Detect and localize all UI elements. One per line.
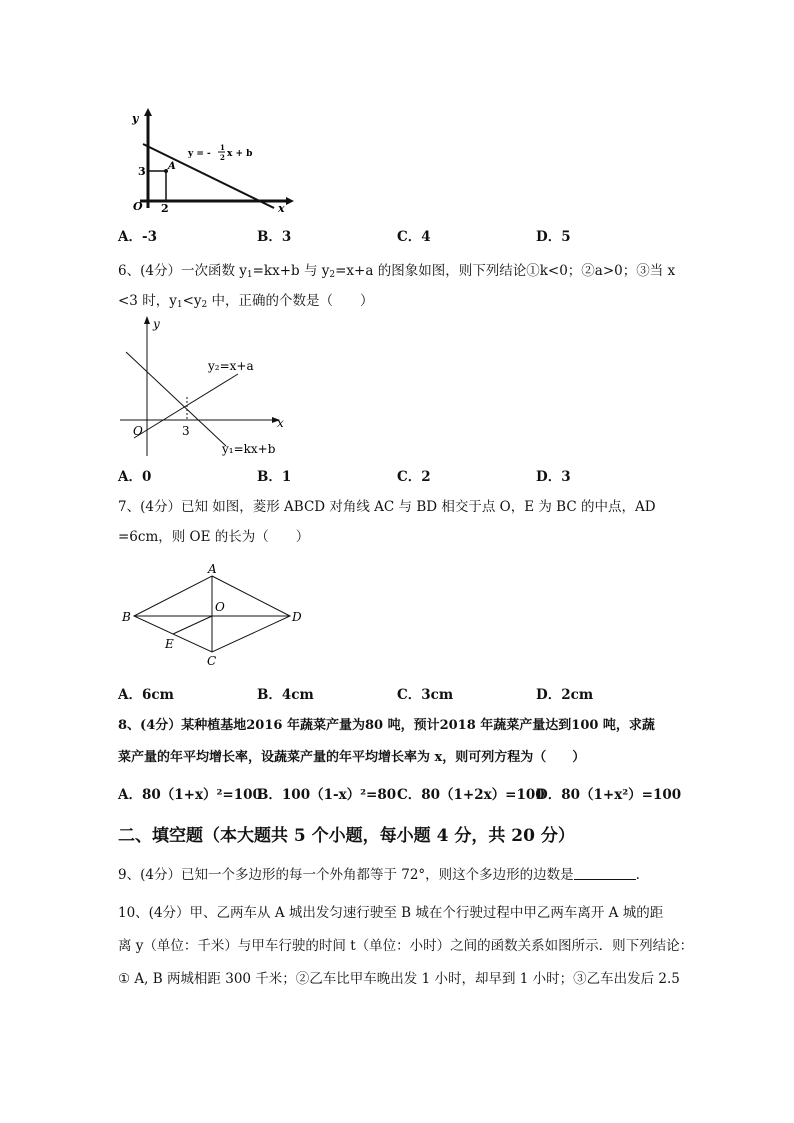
- figure-1-line-graph: [126, 108, 296, 214]
- section-2-heading: 二、填空题（本大题共 5 个小题，每小题 4 分，共 20 分）: [118, 826, 575, 846]
- x-arrow-icon: [286, 197, 294, 205]
- q6-text-line1: 6、(4分）一次函数 $y_1=kx+b$ 与 $y_2=x+a$ 的图象如图，则下列结论①k<0；②a>0；③当 x: [118, 263, 676, 280]
- q5-option-b[interactable]: B．3: [257, 229, 292, 245]
- tick-x-label: 2: [161, 202, 169, 214]
- origin-label: O: [133, 200, 143, 213]
- q8-text-line2: 菜产量的年平均增长率，设蔬菜产量的年平均增长率为 x，则可列方程为（ ）: [118, 750, 586, 765]
- q5-option-d[interactable]: D．5: [536, 229, 571, 245]
- q7-option-a[interactable]: A．6cm: [118, 687, 174, 703]
- fraction-numerator: 1: [220, 143, 225, 152]
- q6-option-c[interactable]: C．2: [397, 469, 431, 485]
- line-y1-label: y₁=kx+b: [222, 442, 276, 456]
- x-axis-label: x: [278, 202, 285, 214]
- q7-option-c[interactable]: C．3cm: [397, 687, 454, 703]
- q5-option-a[interactable]: A．-3: [118, 229, 157, 245]
- q5-option-c[interactable]: C．4: [397, 229, 431, 245]
- origin-label: O: [133, 424, 143, 438]
- q7-option-d[interactable]: D．2cm: [536, 687, 594, 703]
- x-axis-label: x: [277, 416, 284, 430]
- center-o-label: O: [215, 600, 225, 614]
- line-y2-label: y₂=x+a: [208, 359, 254, 373]
- q7-text-line2: =6cm，则 OE 的长为（ ）: [118, 529, 310, 545]
- equation-label: y = -: [188, 149, 211, 159]
- q7-text-line1: 7、(4分）已知 如图，菱形 ABCD 对角线 AC 与 BD 相交于点 O，E 为 BC 的中点，AD: [118, 499, 656, 515]
- y-axis-label: y: [153, 317, 160, 331]
- q6-text-line2: <3 时，$y_1<y_2$ 中，正确的个数是（ ）: [118, 293, 374, 310]
- q10-text-line2: 离 y（单位：千米）与甲车行驶的时间 t（单位：小时）之间的函数关系如图所示．则下列结论：: [118, 938, 694, 954]
- segment-oe: [173, 616, 212, 634]
- q8-text-line1: 8、(4分）某种植基地2016 年蔬菜产量为80 吨，预计2018 年蔬菜产量达到100 吨，求蔬: [118, 718, 655, 733]
- q9-text: 9、(4分）已知一个多边形的每一个外角都等于 72°，则这个多边形的边数是 .: [118, 867, 640, 883]
- equation-rest-label: x + b: [227, 149, 253, 159]
- vertex-a-label: A: [208, 562, 217, 576]
- q6-option-b[interactable]: B．1: [257, 469, 292, 485]
- q10-text-line3: ① A, B 两城相距 300 千米；②乙车比甲车晚出发 1 小时，却早到 1 小时；③乙车出发后 2.5: [118, 971, 680, 987]
- vertex-c-label: C: [207, 654, 217, 668]
- q6-option-a[interactable]: A．0: [118, 469, 152, 485]
- q9-answer-blank[interactable]: [574, 867, 636, 880]
- y-arrow-icon: [144, 108, 152, 116]
- q8-option-c[interactable]: C．80（1+2x）=100: [397, 787, 545, 803]
- q8-option-a[interactable]: A．80（1+x）²=100: [118, 787, 262, 803]
- tick-y-label: 3: [138, 165, 146, 178]
- tick-3-label: 3: [182, 424, 190, 438]
- figure-2-two-lines: [116, 314, 296, 462]
- point-a-label: A: [168, 161, 176, 172]
- q8-option-d[interactable]: D．80（1+x²）=100: [536, 787, 682, 803]
- q8-option-b[interactable]: B．100（1-x）²=80: [257, 787, 397, 803]
- q7-option-b[interactable]: B．4cm: [257, 687, 314, 703]
- vertex-d-label: D: [292, 610, 302, 624]
- y-axis-label: y: [132, 112, 139, 125]
- y-arrow-icon: [144, 316, 150, 324]
- q10-text-line1: 10、(4分）甲、乙两车从 A 城出发匀速行驶至 B 城在个行驶过程中甲乙两车离开 A 城的距: [118, 905, 664, 921]
- midpoint-e-label: E: [165, 637, 174, 651]
- q6-option-d[interactable]: D．3: [536, 469, 571, 485]
- figure-3-rhombus: [118, 560, 308, 672]
- vertex-b-label: B: [122, 610, 131, 624]
- fraction-denominator: 2: [220, 153, 225, 162]
